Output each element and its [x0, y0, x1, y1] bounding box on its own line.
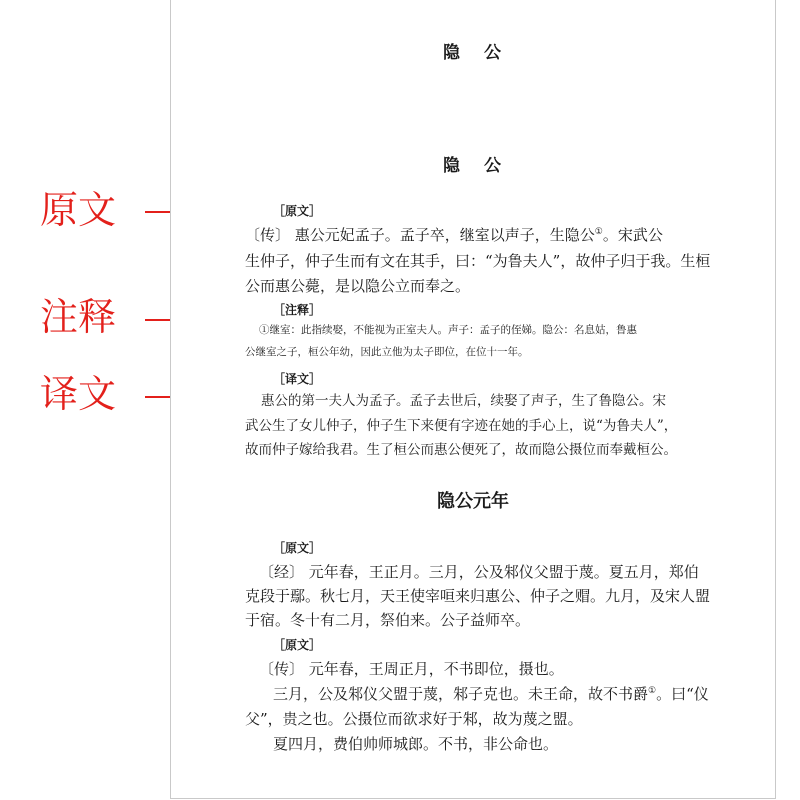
label-original: ［原文］ — [273, 204, 322, 218]
zhuan-line-4: 夏四月，费伯帅师城郎。不书，非公命也。 — [273, 735, 559, 753]
label-translation: ［译文］ — [273, 372, 322, 386]
translation-line-1: 惠公的第一夫人为孟子。孟子去世后，续娶了声子，生了鲁隐公。宋 — [261, 393, 666, 409]
label-notes: ［注释］ — [273, 303, 322, 317]
book-page — [170, 0, 776, 799]
running-head — [171, 38, 775, 63]
translation-line-2: 武公生了女儿仲子，仲子生下来便有字迹在她的手心上，说“为鲁夫人”， — [245, 418, 678, 434]
note-line-1: ①继室：此指续娶，不能视为正室夫人。声子：孟子的侄娣。隐公：名息姑，鲁惠 — [259, 324, 637, 336]
jing-line-1: 〔经〕 元年春，王正月。三月，公及邾仪父盟于蔑。夏五月，郑伯 — [259, 563, 699, 581]
zhuan-line-2 — [273, 685, 709, 703]
chapter-title-char-1: 隐 — [443, 156, 462, 176]
zhuan-line-3: 父”，贵之也。公摄位而欲求好于邾，故为蔑之盟。 — [245, 710, 583, 728]
chapter-title-char-2: 公 — [484, 156, 503, 176]
jing-line-3: 于宿。冬十有二月，祭伯来。公子益师卒。 — [245, 611, 531, 629]
annotation-zhushi: 注释 — [40, 295, 117, 339]
original-line-1 — [245, 226, 663, 244]
original-line-1-text: 〔传〕 惠公元妃孟子。孟子卒，继室以声子，生隐公 — [245, 226, 595, 244]
original-line-1-tail: 。宋武公 — [602, 226, 663, 244]
jing-line-2: 克段于鄢。秋七月，天王使宰咺来归惠公、仲子之赗。九月，及宋人盟 — [245, 587, 711, 605]
zhuan-line-2-tail: 。曰“仪 — [656, 685, 709, 703]
zhuan-line-2-text: 三月，公及邾仪父盟于蔑，邾子克也。未王命，故不书爵 — [273, 685, 649, 703]
label-original-b: ［原文］ — [273, 638, 322, 652]
running-head-char-2: 公 — [484, 43, 503, 63]
annotation-yiwen: 译文 — [40, 372, 117, 416]
section-title: 隐公元年 — [437, 491, 509, 512]
footnote-marker: ① — [648, 686, 657, 696]
annotation-yuanwen: 原文 — [40, 188, 117, 232]
zhuan-line-1: 〔传〕 元年春，王周正月，不书即位，摄也。 — [259, 660, 564, 678]
original-line-3: 公而惠公薨，是以隐公立而奉之。 — [245, 277, 471, 295]
note-line-2: 公继室之子，桓公年幼，因此立他为太子即位，在位十一年。 — [245, 346, 529, 358]
original-line-2: 生仲子，仲子生而有文在其手，曰：“为鲁夫人”，故仲子归于我。生桓 — [245, 252, 711, 270]
running-head-char-1: 隐 — [443, 43, 462, 63]
chapter-title — [171, 151, 775, 176]
translation-line-3: 故而仲子嫁给我君。生了桓公而惠公便死了，故而隐公摄位而奉戴桓公。 — [245, 442, 677, 458]
label-original-a: ［原文］ — [273, 541, 322, 555]
footnote-marker: ① — [594, 227, 603, 237]
